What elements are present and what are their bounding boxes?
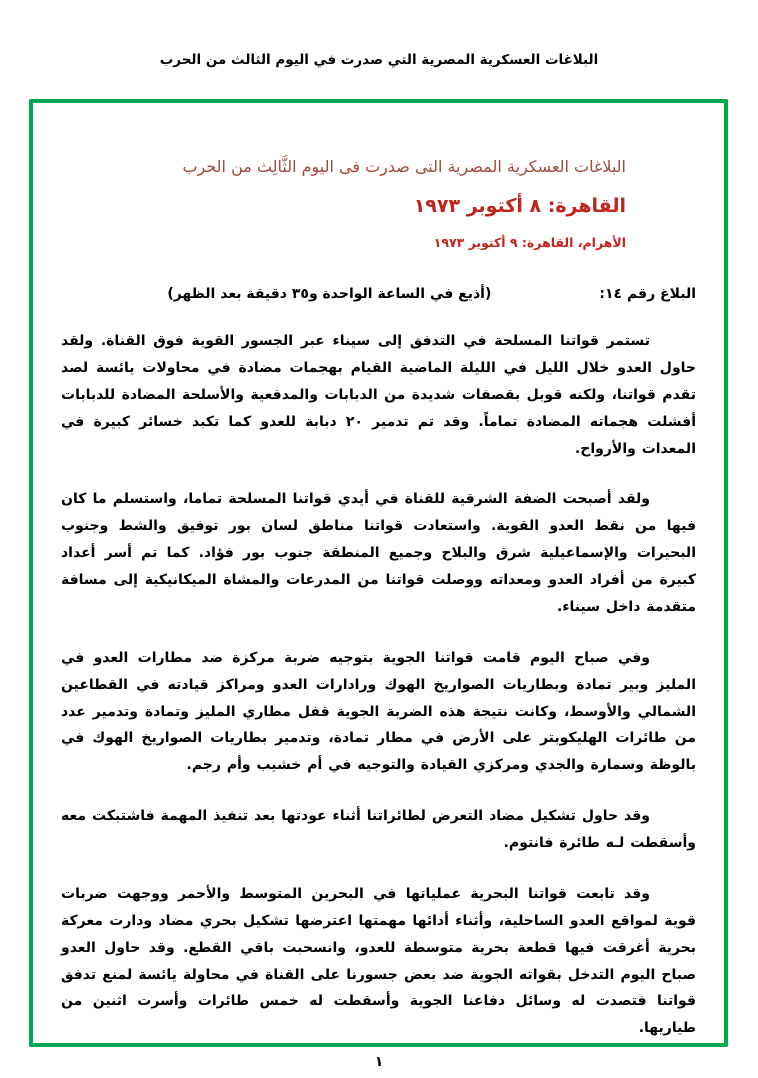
document-body bbox=[61, 328, 696, 1042]
document-source-line: الأهرام، القاهرة: ٩ أكتوبر ١٩٧٣ bbox=[433, 235, 626, 250]
body-paragraph: وقد حاول تشكيل مضاد التعرض لطائراتنا أثناء عودتها بعد تنفيذ المهمة فاشتبكت معه وأسقطت لـه طائرة فانتوم. bbox=[61, 808, 696, 851]
body-paragraph: تستمر قواتنا المسلحة في التدفق إلى سيناء عبر الجسور القوية فوق القناة. ولقد حاول العدو خلال الليل في الليلة الماضية القيام بهجمات مضادة في محاولات يائسة لصد تقدم قواتنا، ولكنه قوبل بقصفات شديدة من الدبابات والمدفعية والأسلحة المضادة للدبابات أفشلت هجماته المضادة تماماً. وقد تم تدمير ٢٠ دبابة للعدو كما تكبد خسائر كبيرة في المعدات والأرواح. bbox=[61, 333, 696, 457]
body-paragraph: وفي صباح اليوم قامت قواتنا الجوية بتوجيه ضربة مركزة ضد مطارات العدو في المليز وبير تمادة وبطاريات الصواريخ الهوك ورادارات العدو ومراكز قيادته في القطاعين الشمالي والأوسط، وكانت نتيجة هذه الضربة الجوية قفل مطاري المليز وتمادة وتدمير عدد من طائرات الهليكوبتر على الأرض في مطار تمادة، وتدمير بطاريات الصواريخ الهوك في بالوظة وسمارة والجدي ومركزي القيادة والتوجيه في أم خشيب وأم رجم. bbox=[61, 649, 696, 774]
document-dateline: القاهرة: ٨ أكتوبر ١٩٧٣ bbox=[413, 195, 626, 217]
communique-header bbox=[61, 286, 696, 302]
document-content bbox=[33, 103, 724, 1043]
communique-number-label: البلاغ رقم ١٤: bbox=[599, 286, 696, 302]
page-number: ١ bbox=[374, 1054, 384, 1070]
document-title: البلاغات العسكرية المصرية التى صدرت فى اليوم الثَّالِث من الحرب bbox=[182, 157, 626, 176]
page-header-title: البلاغات العسكرية المصرية التي صدرت في اليوم الثالث من الحرب bbox=[159, 52, 599, 68]
communique-broadcast-time: (أذيع في الساعة الواحدة و٣٥ دقيقة بعد الظهر) bbox=[167, 286, 492, 302]
body-paragraph: وقد تابعت قواتنا البحرية عملياتها في البحرين المتوسط والأحمر ووجهت ضربات قوية لمواقع العدو الساحلية، وأثناء أدائها مهمتها اعترضها تشكيل بحري مضاد ودارت معركة بحرية أغرقت فيها قطعة بحرية متوسطة للعدو، وانسحبت باقي القطع. وقد حاول العدو صباح اليوم التدخل بقواته الجوية ضد بعض جسورنا على القناة في محاولة يائسة لمنع تدفق قواتنا فتصدت له وسائل دفاعنا الجوية وأسقطت له خمس طائرات وأسرت اثنين من طياريها. bbox=[61, 885, 696, 1037]
body-paragraph: ولقد أصبحت الضفة الشرقية للقناة في أيدي قواتنا المسلحة تماما، واستسلم ما كان فيها من نقط العدو القوية. واستعادت قواتنا مناطق لسان بور توفيق والشط وجنوب البحيرات والإسماعيلية شرق والبلاح وجميع المنطقة جنوب بور فؤاد. كما تم أسر أعداد كبيرة من أفراد العدو ومعداته ووصلت قواتنا من المدرعات والمشاة الميكانيكية إلى مسافة متقدمة داخل سيناء. bbox=[61, 491, 696, 615]
document-frame bbox=[29, 99, 728, 1047]
